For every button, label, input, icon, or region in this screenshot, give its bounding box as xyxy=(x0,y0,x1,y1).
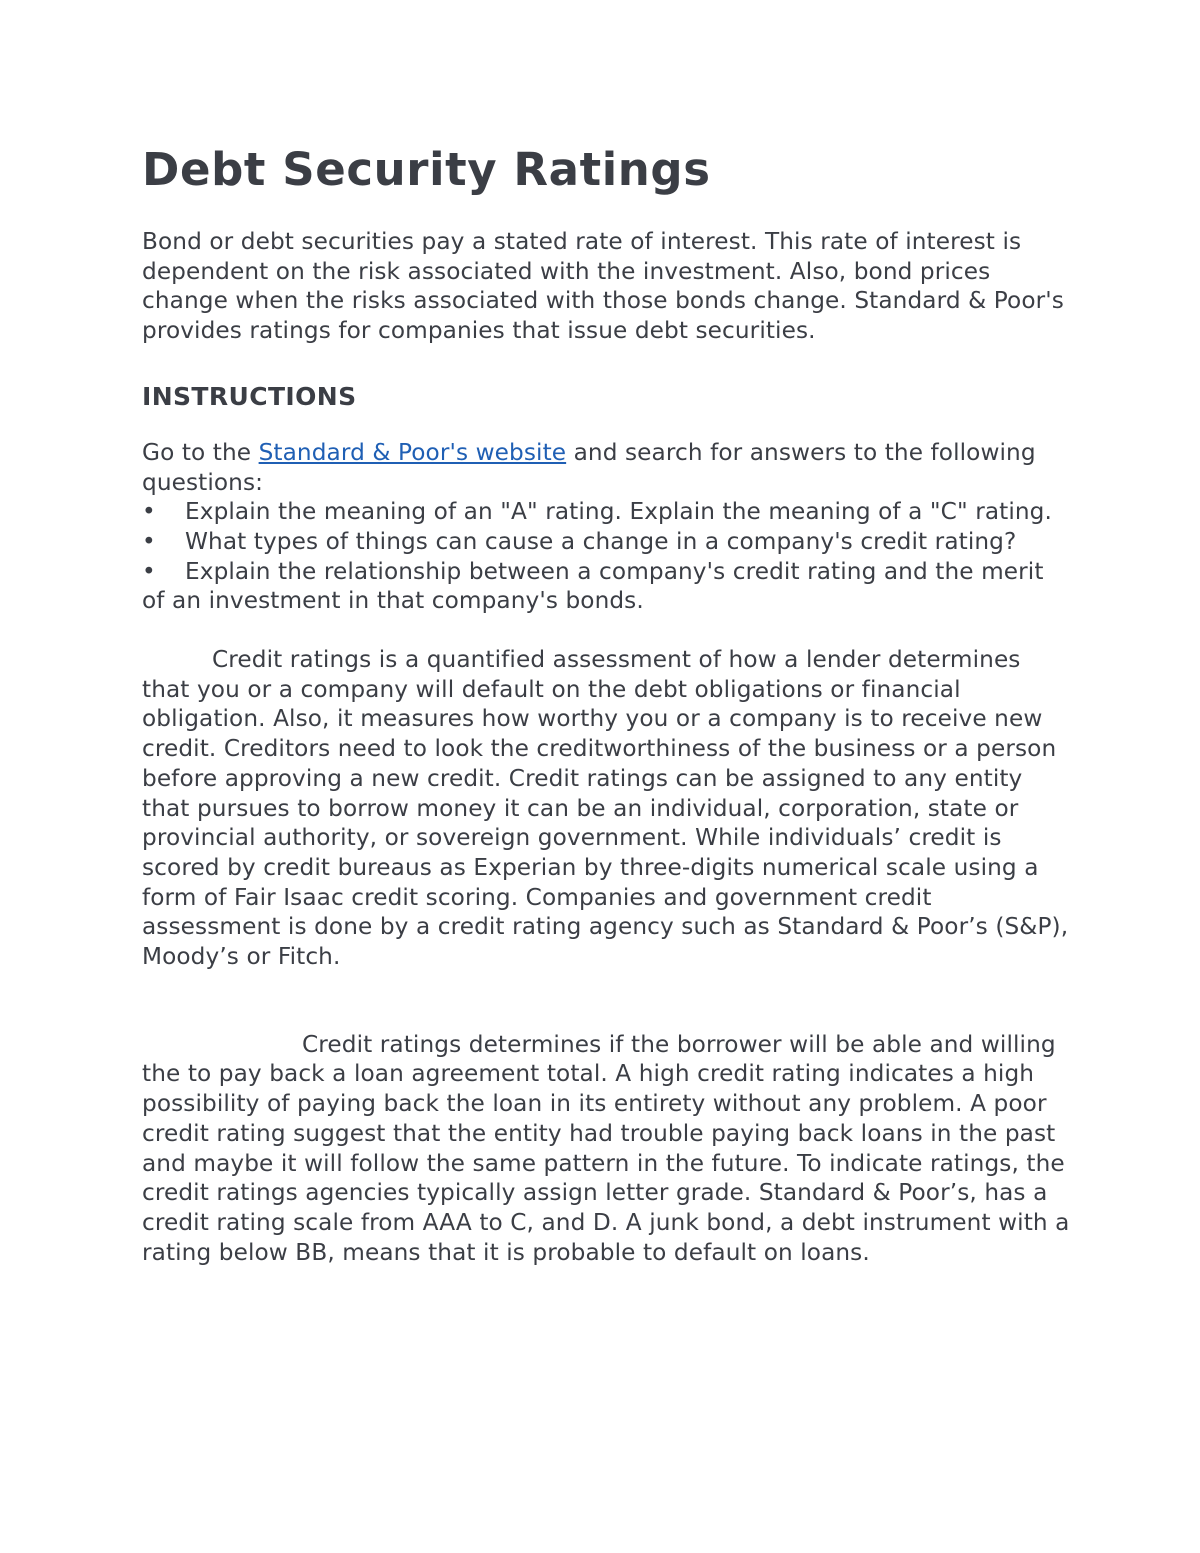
essay-paragraph-2: Credit ratings determines if the borrower will be able and willing the to pay back a loan agreement total. A high credit rating indicates a high possibility of paying back the loan in its entirety without any problem. A poor credit rating suggest that the entity had trouble paying back loans in the past and maybe it will follow the same pattern in the future. To indicate ratings, the credit ratings agencies typically assign letter grade. Standard & Poor’s, has a credit rating scale from AAA to C, and D. A junk bond, a debt instrument with a rating below BB, means that it is probable to default on loans. xyxy=(142,1030,1070,1266)
bullet-icon: • xyxy=(142,527,156,555)
bullet-text: Explain the meaning of an "A" rating. Explain the meaning of a "C" rating. xyxy=(185,498,1052,526)
bullet-icon: • xyxy=(142,498,156,526)
instructions-lead-after: and search for answers to the following questions: xyxy=(142,438,1036,496)
standard-and-poors-link[interactable]: Standard & Poor's website xyxy=(258,438,567,466)
document-title: Debt Security Ratings xyxy=(142,143,711,196)
bullet-text: What types of things can cause a change in a company's credit rating? xyxy=(185,527,1017,555)
instructions-lead-before: Go to the xyxy=(142,438,259,466)
intro-paragraph: Bond or debt securities pay a stated rate of interest. This rate of interest is dependent on the risk associated with the investment. Also, bond prices change when the risks associated with those bonds change. Standard & Poor's provides ratings for companies that issue debt securities. xyxy=(142,228,1064,345)
instructions-lead xyxy=(142,438,1072,497)
bullet-icon: • xyxy=(142,557,156,585)
list-item xyxy=(142,557,1072,616)
document-page xyxy=(142,138,1072,1267)
instructions-heading: INSTRUCTIONS xyxy=(142,381,357,411)
list-item xyxy=(142,497,1072,527)
instructions-bullet-list xyxy=(142,497,1072,616)
bullet-text: Explain the relationship between a company's credit rating and the merit of an investment in that company's bonds. xyxy=(142,557,1044,615)
list-item xyxy=(142,527,1072,557)
essay-paragraph-1: Credit ratings is a quantified assessment of how a lender determines that you or a company will default on the debt obligations or financial obligation. Also, it measures how worthy you or a company is to receive new credit. Creditors need to look the creditworthiness of the business or a person before approving a new credit. Credit ratings can be assigned to any entity that pursues to borrow money it can be an individual, corporation, state or provincial authority, or sovereign government. While individuals’ credit is scored by credit bureaus as Experian by three-digits numerical scale using a form of Fair Isaac credit scoring. Companies and government credit assessment is done by a credit rating agency such as Standard & Poor’s (S&P), Moody’s or Fitch. xyxy=(142,646,1069,971)
